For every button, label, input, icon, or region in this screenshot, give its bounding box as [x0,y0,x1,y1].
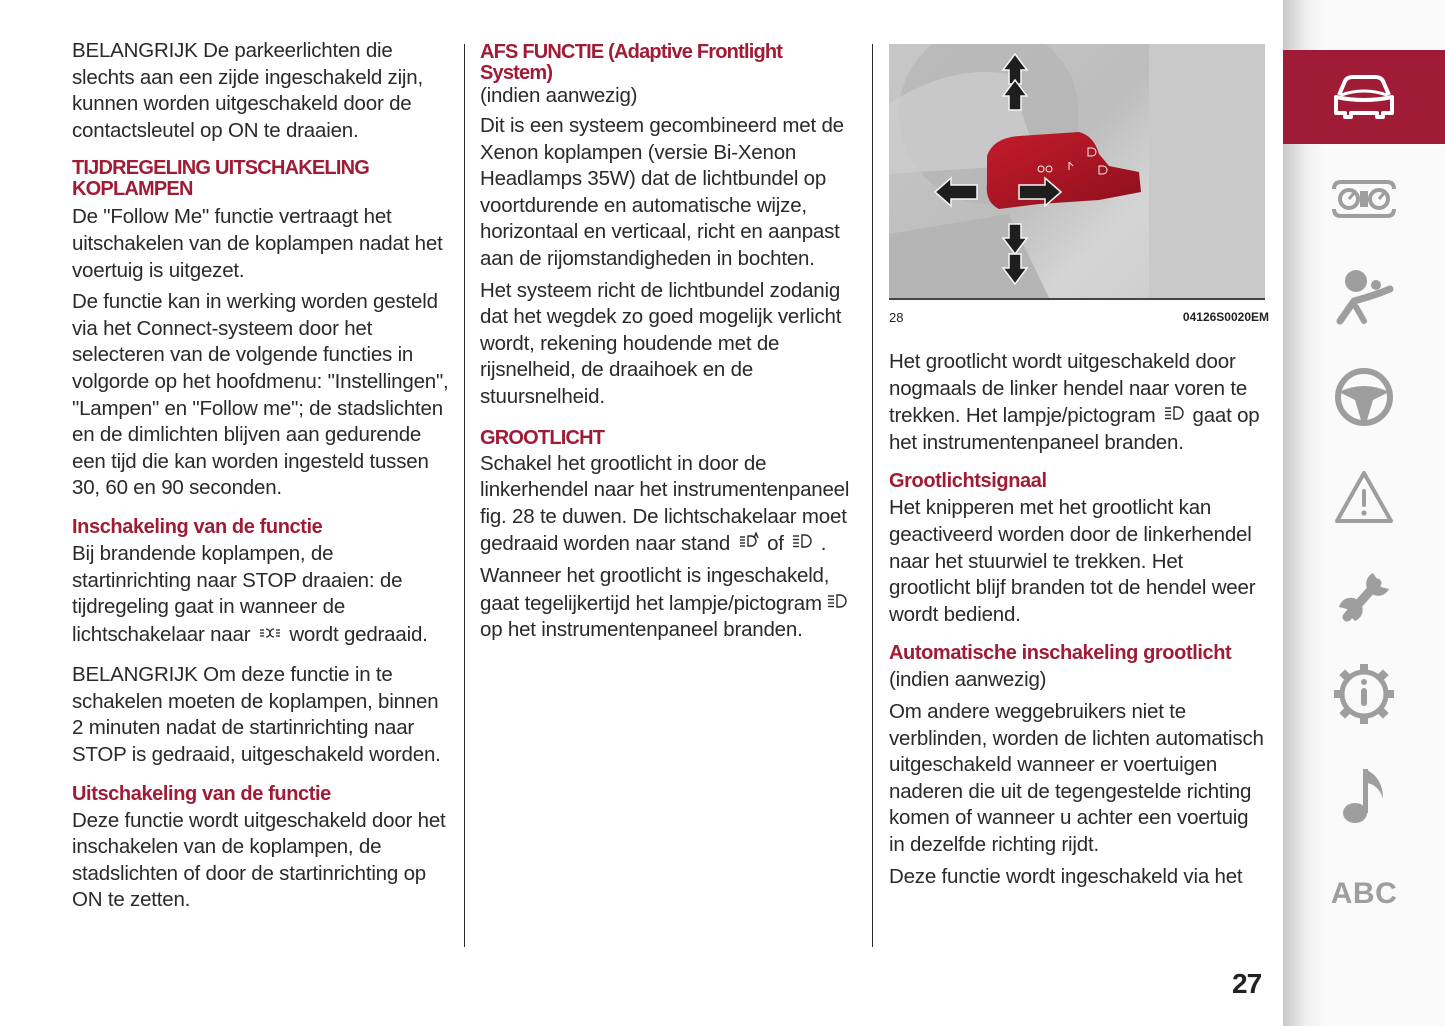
column-divider [872,44,873,947]
sidebar-item-dashboard[interactable] [1283,172,1445,226]
warning-triangle-icon [1333,469,1395,525]
chapter-sidebar [1283,0,1445,1026]
sidebar-item-technical-data[interactable] [1283,662,1445,726]
steering-wheel-icon [1333,366,1395,428]
gear-info-icon [1333,663,1395,725]
column-1 [72,38,452,914]
heading-headlamp-delay [72,158,452,200]
column-divider [464,44,465,947]
light-stalk-illustration [889,44,1265,298]
paragraph-auto-high-beam-activation: Deze functie wordt ingeschakeld via het [889,864,1243,888]
figure-number: 28 [889,310,904,325]
note-if-present: (indien aanwezig) [480,84,638,107]
sidebar-item-warnings[interactable] [1283,466,1445,528]
music-note-icon [1339,765,1389,825]
figure-light-stalk [889,44,1265,300]
sidebar-item-safety[interactable] [1283,264,1445,330]
heading-high-beam: GROOTLICHT [480,426,605,449]
heading-line-2: System) [480,62,553,84]
heading-deactivation: Uitschakeling van de functie [72,782,331,805]
paragraph-follow-me: De "Follow Me" functie vertraagt het uitschakelen van de koplampen nadat het voertuig is uitgezet. [72,205,443,282]
high-beam-symbol-icon [792,530,812,557]
high-beam-symbol-icon [827,590,847,617]
car-icon [1331,73,1397,121]
paragraph-high-beam-indicator: Wanneer het grootlicht is ingeschakeld, gaat tegelijkertijd het lampje/pictogram op het instrumentenpaneel branden. [480,563,860,644]
paragraph-auto-high-beam: Om andere weggebruikers niet te verblinden, worden de lichten automatisch uitgeschakeld wanneer er voertuigen naderen die uit de tegengestelde richting komen of wanneer u achter een voertuig in dezelfde richting rijdt. [889,699,1264,856]
parking-lights-symbol-icon [259,621,281,648]
heading-line-2: KOPLAMPEN [72,178,193,201]
dashboard-gauges-icon [1331,179,1397,219]
paragraph-afs-beam: Het systeem richt de lichtbundel zodanig dat het wegdek zo goed mogelijk verlicht wordt, rekening houdende met de rijsnelheid, de draaihoek en de stuursnelheid. [480,278,842,408]
column-2 [480,38,860,644]
index-label: ABC [1330,877,1398,910]
high-beam-auto-symbol-icon [739,530,759,557]
paragraph-high-beam-off: Het grootlicht wordt uitgeschakeld door nogmaals de linker hendel naar voren te trekken. Het lampje/pictogram gaat op het instrumentenpaneel branden. [889,350,1260,454]
figure-caption [889,310,1269,325]
wrench-icon [1333,565,1395,629]
sidebar-item-driving[interactable] [1283,364,1445,430]
sidebar-item-index[interactable] [1283,872,1445,916]
airbag-icon [1334,267,1394,327]
heading-auto-high-beam: Automatische inschakeling grootlicht [889,642,1232,665]
paragraph-flash: Het knipperen met het grootlicht kan geactiveerd worden door de linkerhendel naar het stuurwiel te trekken. Het grootlicht blijf branden tot de hendel weer wordt bediend. [889,496,1256,626]
paragraph-activation: Bij brandende koplampen, de startinrichting naar STOP draaien: de tijdregeling gaat in wanneer de lichtschakelaar naar wordt gedraaid. [72,541,428,646]
paragraph-high-beam-on: Schakel het grootlicht in door de linkerhendel naar het instrumentenpaneel fig. 28 te duwen. De lichtschakelaar moet gedraaid worden naar stand of . [480,451,850,556]
figure-code: 04126S0020EM [1182,310,1269,324]
paragraph-important-two-minutes: BELANGRIJK Om deze functie in te schakelen moeten de koplampen, binnen 2 minuten nadat de startinrichting naar STOP is gedraaid, uitgeschakeld worden. [72,663,441,767]
paragraph-connect-settings: De functie kan in werking worden gesteld via het Connect-systeem door het selecteren van de volgende functies in volgorde op het hoofdmenu: "Instellingen", "Lampen" en "Follow me"; de stadslichten en de dimlichten blijven aan gedurende een tijd die kan worden ingesteld tussen 30, 60 en 90 seconden. [72,290,449,500]
sidebar-item-maintenance[interactable] [1283,562,1445,632]
paragraph-afs-description: Dit is een systeem gecombineerd met de Xenon koplampen (versie Bi-Xenon Headlamps 35W) dat de lichtbundel op voortdurende en automatische wijze, horizontaal en verticaal, richt en aanpast aan de rijomstandigheden in bochten. [480,114,844,270]
page-number: 27 [1232,968,1262,999]
heading-line-1: AFS FUNCTIE (Adaptive Frontlight [480,41,783,63]
heading-line-1: TIJDREGELING UITSCHAKELING [72,157,369,180]
sidebar-item-multimedia[interactable] [1283,762,1445,828]
note-if-present: (indien aanwezig) [889,668,1047,692]
column-3 [889,38,1269,890]
heading-activation: Inschakeling van de functie [72,515,323,538]
sidebar-item-vehicle[interactable] [1283,50,1445,144]
high-beam-symbol-icon [1164,402,1184,429]
heading-afs [480,42,860,84]
paragraph-important-parking-lights: BELANGRIJK De parkeerlichten die slechts aan een zijde ingeschakeld zijn, kunnen worden uitgeschakeld door de contactsleutel op ON te draaien. [72,39,423,142]
paragraph-deactivation: Deze functie wordt uitgeschakeld door het inschakelen van de koplampen, de stadslichten of door de startinrichting op ON te zetten. [72,808,446,912]
heading-flash: Grootlichtsignaal [889,470,1047,493]
